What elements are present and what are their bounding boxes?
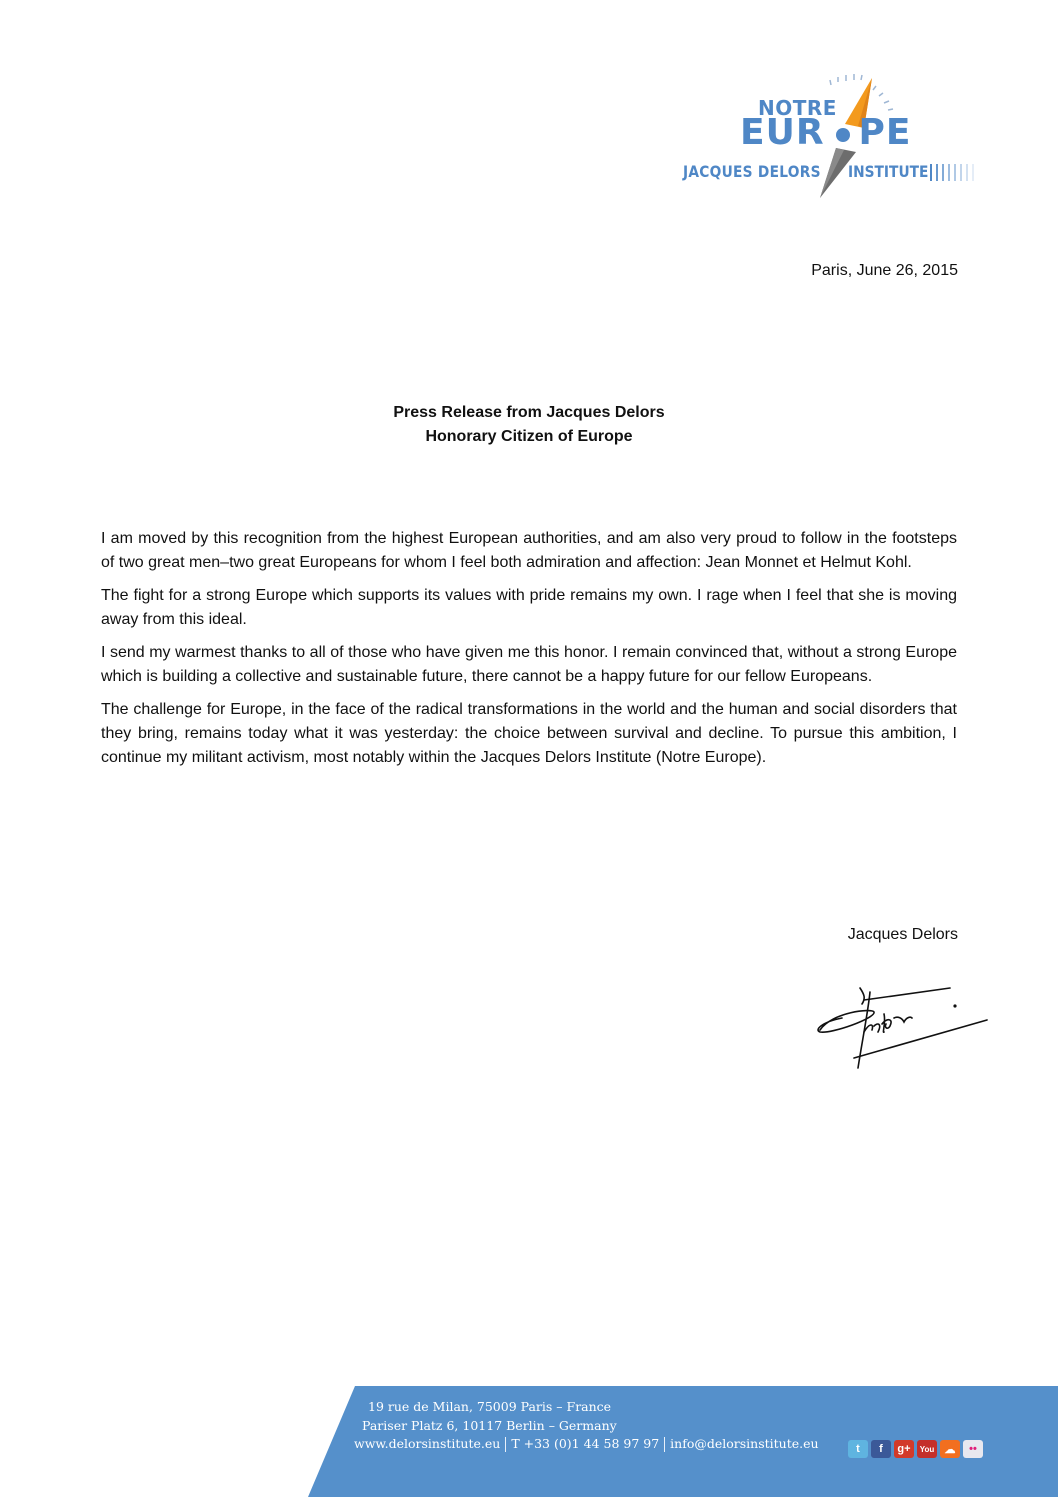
footer-address-paris: 19 rue de Milan, 75009 Paris – France <box>368 1399 612 1414</box>
twitter-icon[interactable]: t <box>848 1440 868 1458</box>
footer-website-link[interactable]: www.delorsinstitute.eu <box>354 1436 501 1451</box>
logo-notre-text: NOTRE <box>758 96 837 120</box>
social-icons <box>848 1440 983 1458</box>
body-paragraph: I am moved by this recognition from the highest European authorities, and am also very proud to follow in the footsteps of two great men–two great Europeans for whom I feel both admiration and affection: Jean Monnet et Helmut Kohl. <box>101 530 957 571</box>
logo-institute-text: INSTITUTE <box>848 162 929 181</box>
youtube-icon[interactable]: You <box>917 1440 937 1458</box>
google-plus-icon[interactable]: g+ <box>894 1440 914 1458</box>
press-release-title <box>0 401 1058 449</box>
letter-body <box>101 527 957 779</box>
body-paragraph: The fight for a strong Europe which supports its values with pride remains my own. I rage when I feel that she is moving away from this ideal. <box>101 587 957 628</box>
separator <box>505 1437 506 1452</box>
footer-contact-line <box>354 1435 819 1454</box>
signatory-name: Jacques Delors <box>847 926 958 943</box>
separator <box>664 1437 665 1452</box>
handwritten-signature <box>812 982 992 1072</box>
flickr-icon[interactable]: •• <box>963 1440 983 1458</box>
title-line-1: Press Release from Jacques Delors <box>393 404 665 421</box>
title-line-2: Honorary Citizen of Europe <box>425 428 633 445</box>
logo-jacques-delors-text: JACQUES DELORS <box>683 162 821 181</box>
logo-bars-decoration <box>930 164 974 181</box>
facebook-icon[interactable]: f <box>871 1440 891 1458</box>
soundcloud-icon[interactable]: ☁ <box>940 1440 960 1458</box>
footer-contact <box>354 1398 819 1454</box>
footer-email-link[interactable]: info@delorsinstitute.eu <box>670 1436 819 1451</box>
body-paragraph: The challenge for Europe, in the face of the radical transformations in the world and the human and social disorders that they bring, remains today what it was yesterday: the choice between survival and decline. To pursue this ambition, I continue my militant activism, most notably within the Jacques Delors Institute (Notre Europe). <box>101 701 957 766</box>
footer-band <box>0 1386 1058 1497</box>
footer-address-berlin: Pariser Platz 6, 10117 Berlin – Germany <box>362 1417 617 1433</box>
letter-date: Paris, June 26, 2015 <box>811 262 958 279</box>
notre-europe-logo <box>680 68 985 203</box>
footer-phone: T +33 (0)1 44 58 97 97 <box>511 1436 660 1451</box>
body-paragraph: I send my warmest thanks to all of those who have given me this honor. I remain convinced that, without a strong Europe which is building a collective and sustainable future, there cannot be a happy future for our fellow Europeans. <box>101 644 957 685</box>
logo-europe-text: EUR PE <box>740 112 912 153</box>
